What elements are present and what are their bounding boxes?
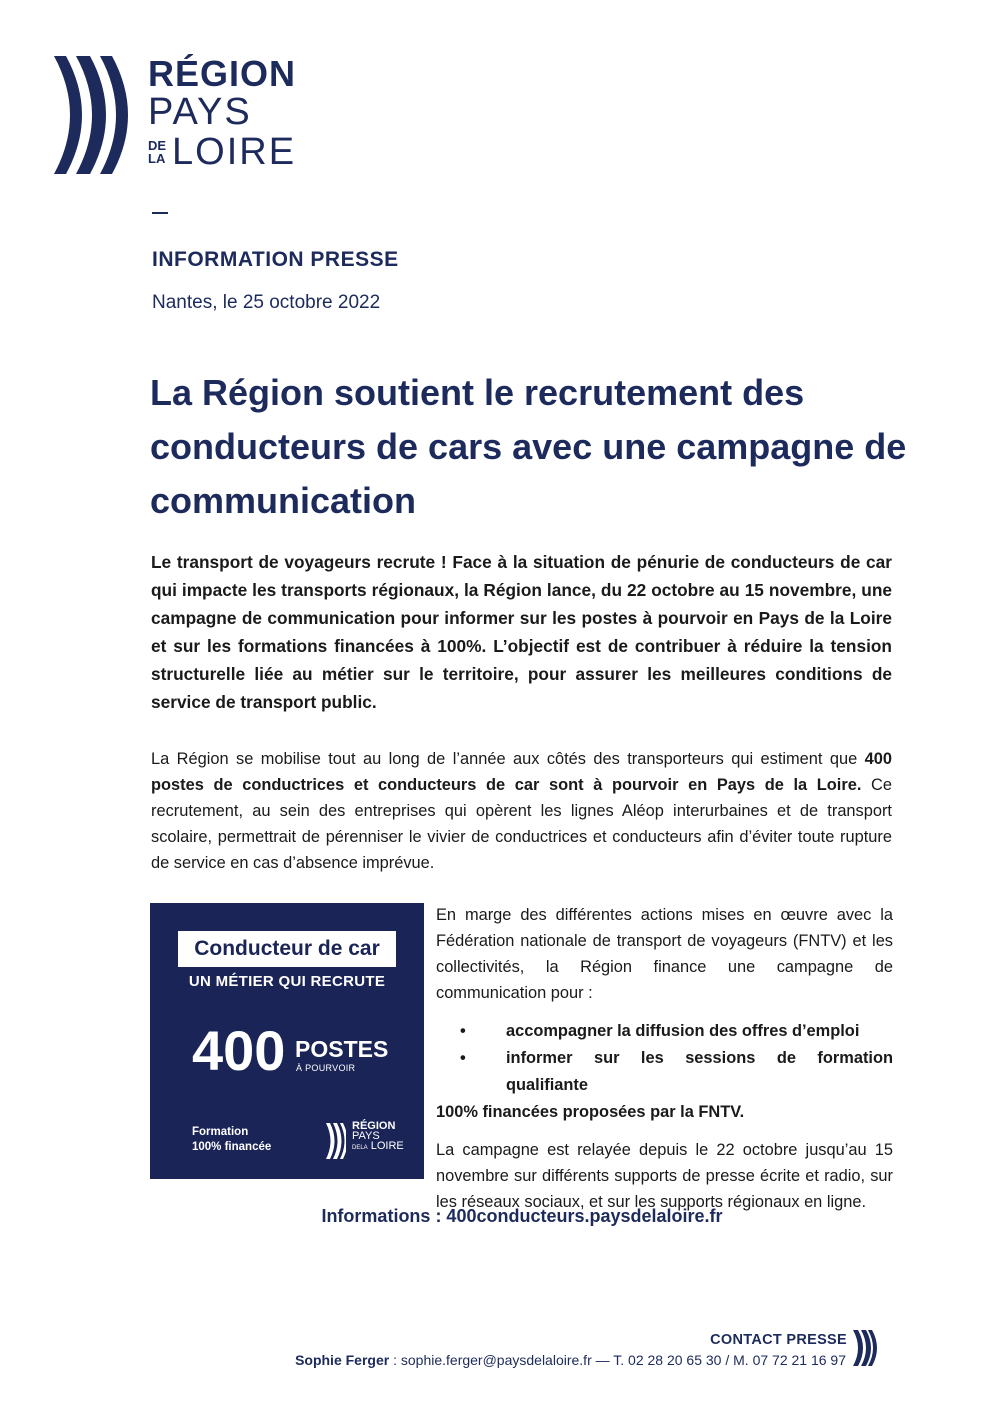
poster-region-logo	[326, 1121, 406, 1161]
logo-line-loire	[148, 132, 296, 172]
body-paragraph-part2: Ce recrutement, au sein des entreprises qui opèrent les lignes Aléop interurbaines et de transport scolaire, permettrait de pérenniser le vivier de conductrices et conducteurs afin d’éviter toute rupture de service en cas d’absence imprévue.	[151, 776, 892, 872]
body-paragraph-part1: La Région se mobilise tout au long de l’année aux côtés des transporteurs qui estiment que	[151, 750, 865, 768]
headline: La Région soutient le recrutement des conducteurs de cars avec une campagne de communication	[150, 372, 907, 521]
poster-a-pourvoir: À POURVOIR	[296, 1063, 356, 1073]
informations-link[interactable]: Informations : 400conducteurs.paysdelaloire.fr	[321, 1206, 723, 1226]
logo-wordmark	[148, 53, 297, 173]
bullet-text: accompagner la diffusion des offres d’emploi	[506, 1022, 860, 1040]
logo-line-pays: PAYS	[148, 91, 252, 133]
poster-title-box	[178, 931, 396, 967]
bullet-dot-icon: •	[460, 1049, 466, 1067]
bullet-dot-icon: •	[460, 1022, 466, 1040]
poster-logo-wordmark	[352, 1121, 404, 1153]
logo-loire: LOIRE	[172, 131, 297, 173]
contact-info[interactable]: : sophie.ferger@paysdelaloire.fr — T. 02 28 20 65 30 / M. 07 72 21 16 97	[389, 1352, 846, 1368]
logo-de-la	[148, 139, 168, 165]
lead-paragraph: Le transport de voyageurs recrute ! Face à la situation de pénurie de conducteurs de car qui impacte les transports régionaux, la Région lance, du 22 octobre au 15 novembre, une campagne de communication pour informer sur les postes à pourvoir en Pays de la Loire et sur les formations financées à 100%. L’objectif est de contribuer à réduire la tension structurelle liée au métier sur le territoire, pour assurer les meilleures conditions de service de transport public.	[151, 552, 892, 712]
campaign-relay: La campagne est relayée depuis le 22 octobre jusqu’au 15 novembre sur différents supports de presse écrite et radio, sur les réseaux sociaux, et sur les supports régionaux en ligne.	[436, 1141, 893, 1211]
contact-label: CONTACT PRESSE	[710, 1332, 847, 1348]
poster-logo-de: DE	[352, 1145, 361, 1151]
header-divider	[152, 212, 168, 214]
poster-logo-brackets-icon	[326, 1123, 346, 1159]
poster-formation	[192, 1125, 271, 1155]
campaign-description	[436, 902, 893, 1215]
bullet-text: informer sur les sessions de formation qualifiante	[506, 1049, 893, 1094]
poster-formation-line2: 100% financée	[192, 1141, 272, 1153]
poster-logo-region: RÉGION	[352, 1120, 396, 1132]
contact-brackets-icon	[853, 1330, 877, 1366]
body-paragraph-bold: 400 postes de conductrices et conducteurs de car sont à pourvoir en Pays de la Loire.	[151, 750, 892, 794]
logo-line-region: RÉGION	[148, 53, 297, 94]
contact-name: Sophie Ferger	[295, 1352, 390, 1368]
campaign-bullets	[436, 1018, 893, 1099]
poster-logo-la: LA	[360, 1145, 368, 1151]
poster-postes: POSTES	[295, 1036, 389, 1062]
region-logo	[52, 50, 312, 180]
logo-brackets-icon	[52, 54, 132, 176]
poster-logo-loire: LOIRE	[370, 1140, 404, 1152]
poster-title: Conducteur de car	[194, 937, 380, 960]
bullet-item	[436, 1018, 893, 1045]
logo-de: DE	[148, 138, 167, 153]
campaign-intro: En marge des différentes actions mises en œuvre avec la Fédération nationale de transport de voyageurs (FNTV) et les collectivités, la Région finance une campagne de communication pour :	[436, 906, 893, 1002]
bullet-item	[436, 1045, 893, 1099]
poster-logo-pays: PAYS	[352, 1130, 380, 1142]
body-paragraph	[151, 746, 892, 876]
dateline: Nantes, le 25 octobre 2022	[152, 292, 381, 313]
campaign-poster	[150, 903, 424, 1179]
poster-subtitle: UN MÉTIER QUI RECRUTE	[188, 973, 386, 990]
bullet-continuation: 100% financées proposées par la FNTV.	[436, 1103, 745, 1121]
poster-formation-line1: Formation	[192, 1126, 249, 1138]
contact-details	[295, 1352, 846, 1368]
poster-number: 400	[192, 1019, 286, 1082]
document-kicker: INFORMATION PRESSE	[152, 248, 399, 271]
logo-la: LA	[148, 151, 166, 166]
poster-logo-loire-line	[352, 1141, 404, 1153]
